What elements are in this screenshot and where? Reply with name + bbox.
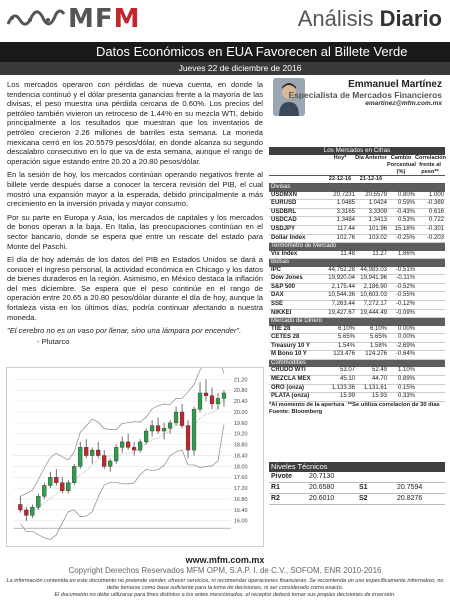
market-cell [415, 326, 445, 334]
candle-body [204, 393, 208, 396]
market-cell: 44,752.28 [328, 266, 355, 273]
market-cell: 5.65% [337, 334, 355, 341]
y-tick-label: 17.20 [233, 486, 248, 493]
author-name: Emmanuel Martínez [348, 79, 442, 90]
market-cell [415, 343, 445, 351]
candle-body [120, 442, 124, 447]
market-cell [415, 367, 445, 375]
market-cell: -0.09% [395, 309, 415, 316]
market-cell: 2,175.44 [331, 283, 355, 290]
levels-row-2: R2 20.6010 S2 20.8276 [269, 494, 445, 505]
market-cell: 15.18% [394, 225, 415, 232]
market-table [269, 147, 445, 416]
market-cell: 15.93 [371, 393, 387, 400]
market-cell: 15.99 [339, 393, 355, 400]
candle-body [222, 393, 226, 398]
market-cell: 45.10 [339, 375, 355, 382]
market-cell: Vix Index [271, 250, 298, 257]
candle-body [84, 447, 88, 455]
report-date: Jueves 22 de diciembre de 2016 [0, 62, 450, 75]
market-cell: 0.53% [397, 217, 415, 224]
market-cell: USDBRL [271, 208, 296, 215]
market-row [269, 275, 445, 284]
market-body [269, 184, 445, 402]
market-row [269, 301, 445, 310]
market-row [269, 200, 445, 209]
levels-row-pivot: Pivote 20.7130 [269, 472, 445, 483]
market-row [269, 393, 445, 402]
market-cell: 20.7231 [333, 191, 355, 198]
candle-body [66, 483, 70, 491]
market-cell: 0.00% [397, 325, 415, 332]
market-cell: ORO (onza) [271, 384, 304, 391]
market-row [269, 385, 445, 394]
market-section-header: Mercado de Dinero [269, 318, 445, 325]
y-tick-label: 16.40 [233, 507, 248, 514]
logo-text: MFM [68, 4, 141, 34]
market-row [269, 310, 445, 319]
market-cell: Dollar Index [271, 234, 306, 241]
market-cell: 1.86% [397, 250, 415, 257]
market-row [269, 376, 445, 385]
y-tick-label: 20.80 [233, 388, 248, 395]
market-cell: M Bono 10 Y [271, 351, 307, 358]
market-caption: Los Mercados en Cifras [269, 147, 445, 155]
market-cell: 6.10% [337, 325, 355, 332]
technical-levels [269, 462, 445, 505]
candle-body [60, 483, 64, 491]
market-cell: USDMXN [271, 191, 298, 198]
quote: "El cerebro no es un vaso por llenar, sino una lámpara por encender". [7, 326, 242, 336]
y-tick-label: 18.40 [233, 453, 248, 460]
candle-body [168, 423, 172, 428]
market-cell: -0.51% [395, 266, 415, 273]
candle-body [36, 496, 40, 507]
market-cell: 19,444.49 [360, 309, 387, 316]
logo-wave-icon [6, 8, 66, 30]
author-block [270, 79, 442, 107]
candle-body [114, 447, 118, 461]
market-cell: 102.76 [336, 234, 355, 241]
website-link[interactable]: www.mfm.com.mx [185, 555, 265, 565]
article-body [7, 80, 263, 350]
candle-body [96, 450, 100, 455]
candle-body [78, 447, 82, 466]
market-cell: S&P 500 [271, 283, 295, 290]
market-cell: 0.616 [428, 208, 444, 215]
market-cell: Treasury 10 Y [271, 342, 310, 349]
quote-author: - Plutarco [37, 336, 70, 346]
market-cell [415, 334, 445, 342]
market-header: Hoy* Día Anterior Cambio Porcentual (%) Correlación frente al peso** [269, 155, 445, 176]
author-email[interactable]: emartinez@mfm.com.mx [365, 100, 442, 107]
market-cell: 52.49 [371, 367, 387, 374]
candle-body [156, 426, 160, 431]
market-cell: EURUSD [271, 200, 297, 207]
y-tick-label: 19.20 [233, 431, 248, 438]
market-cell [415, 251, 445, 259]
author-role: Especialista de Mercados Financieros [288, 90, 442, 100]
market-cell [415, 376, 445, 384]
market-cell: 0.80% [397, 191, 415, 198]
candle-body [30, 507, 34, 515]
market-cell: 1.0485 [336, 200, 355, 207]
market-section-header: Termómetro de Mercado [269, 243, 445, 250]
y-tick-label: 16.80 [233, 497, 248, 504]
market-cell: 2,186.90 [363, 283, 387, 290]
market-cell: 0.89% [397, 375, 415, 382]
market-cell [415, 385, 445, 393]
candle-body [198, 393, 202, 409]
y-tick-label: 19.60 [233, 420, 248, 427]
market-cell: 0.59% [397, 200, 415, 207]
market-section-header: Divisas [269, 184, 445, 191]
market-cell: NIKKEI [271, 309, 292, 316]
market-cell: 0.15% [397, 384, 415, 391]
market-cell: -0.55% [395, 292, 415, 299]
market-cell: -0.301 [426, 225, 444, 232]
market-row [269, 334, 445, 343]
levels-caption: Niveles Técnicos [269, 462, 445, 472]
candle-body [144, 431, 148, 442]
candle-body [126, 442, 130, 447]
market-cell: 44.70 [371, 375, 387, 382]
market-cell: 1,131.61 [363, 384, 387, 391]
market-cell: -0.52% [395, 283, 415, 290]
y-tick-label: 20.00 [233, 409, 248, 416]
y-tick-label: 18.00 [233, 464, 248, 471]
market-cell: 11.48 [340, 250, 355, 257]
market-cell: DAX [271, 292, 284, 299]
candle-body [24, 510, 28, 515]
logo [6, 6, 141, 32]
market-cell: 1.000 [428, 191, 444, 198]
disclaimer: La información contenida en este documento no pretende vender, ofrecer servicios, ni recomendar operaciones financieras. Se recomienda un uso específicamente informativo, no debe tomarse como base suficiente para la toma de decisiones, ni ser considerado como exacto. El documento no debe utilizarse para fines distintos a los antes mencionados, el receptor deberá tomar sus propias decisiones de inversión. [6, 578, 444, 598]
candle-body [216, 398, 220, 403]
market-cell: 19,427.67 [328, 309, 355, 316]
header [0, 0, 450, 40]
market-cell: 103.02 [368, 234, 387, 241]
market-cell: 3.3309 [368, 208, 387, 215]
market-cell: CRUDO WTI [271, 367, 306, 374]
brand-title: Análisis Diario [297, 6, 442, 31]
candle-body [174, 412, 178, 423]
candle-body [42, 485, 46, 496]
market-cell: 53.07 [339, 367, 355, 374]
market-row [269, 284, 445, 293]
market-cell: CETES 28 [271, 334, 300, 341]
market-cell: SSE [271, 300, 284, 307]
market-cell: -0.43% [395, 208, 415, 215]
market-row [269, 343, 445, 352]
market-cell: 5.65% [369, 334, 387, 341]
market-section-header: Commodities [269, 360, 445, 367]
candle-body [72, 466, 76, 482]
market-row [269, 209, 445, 218]
market-dates: 22-12-16 21-12-16 [269, 176, 445, 184]
market-cell: 101.96 [368, 225, 387, 232]
candle-body [90, 450, 94, 455]
market-cell: 20.5579 [365, 191, 387, 198]
market-cell: 1.58% [369, 342, 387, 349]
usdmxn-candlestick-chart [6, 367, 264, 547]
market-cell: 1.3413 [368, 217, 387, 224]
paragraph-4: El día de hoy además de los datos del PIB en Estados Unidos se dará a conocer el ingreso personal, la actividad económica en Chicago y los datos de bienes duraderos en la región. Asimismo, en México destaca la inflación del mes diciembre. Se espera que el peso continúe en el rango de operación entre 20.65 a 20.80 pesos/dólar durante el día de hoy, aunque la fortaleza vista en los últimos días, podría continuar afectando a nuestra moneda. [7, 255, 263, 322]
market-row [269, 267, 445, 276]
market-cell: 11.27 [372, 250, 387, 257]
market-cell: 7,272.17 [363, 300, 387, 307]
candle-body [180, 412, 184, 426]
market-cell: -0.64% [395, 351, 415, 358]
market-row [269, 326, 445, 335]
market-cell [415, 310, 445, 318]
market-row [269, 217, 445, 226]
market-cell: USDJPY [271, 225, 296, 232]
market-row [269, 251, 445, 260]
market-section-header: Bolsas [269, 259, 445, 266]
paragraph-3: Por su parte en Europa y Asia, los mercados de capitales y los mercados de bonos operan a la baja. En Italia, las preocupaciones continúan en el sector bancario, donde se espera que entre un rescate del estado para Monte del Paschi. [7, 212, 263, 251]
market-cell: 0.00% [397, 334, 415, 341]
market-cell: 1,133.36 [331, 384, 355, 391]
candle-body [138, 442, 142, 450]
market-cell: -2.69% [395, 342, 415, 349]
market-cell: 19,920.04 [328, 275, 355, 282]
market-cell: 1.0424 [368, 200, 387, 207]
market-row [269, 292, 445, 301]
market-cell: 0.33% [397, 393, 415, 400]
market-cell: 19,941.96 [360, 275, 387, 282]
market-cell: -0.11% [396, 275, 415, 282]
market-cell: 0.722 [428, 217, 444, 224]
market-row [269, 235, 445, 244]
market-cell: 6.10% [369, 325, 387, 332]
candle-body [186, 426, 190, 450]
copyright: Copyright Derechos Reservados MFM OPM, S.A.P. I. de C.V., SOFOM, ENR 2010-2016 [68, 566, 382, 575]
levels-row-1: R1 20.6580 S1 20.7594 [269, 483, 445, 494]
candle-body [210, 396, 214, 404]
market-cell [415, 301, 445, 309]
market-cell: 44,983.03 [360, 266, 387, 273]
market-cell: 1.54% [337, 342, 355, 349]
market-cell: 7,263.44 [331, 300, 355, 307]
market-cell: Dow Jones [271, 275, 303, 282]
market-footnote: *Al momento de la apertura **Se utiliza correlacion de 30 días Fuente: Bloomberg [269, 401, 440, 415]
candle-body [48, 477, 52, 485]
candle-body [162, 428, 166, 431]
market-cell: -0.12% [395, 300, 415, 307]
market-row [269, 351, 445, 360]
market-cell: 124.276 [365, 351, 387, 358]
market-row [269, 367, 445, 376]
market-cell: MEZCLA MEX [271, 375, 311, 382]
market-row [269, 226, 445, 235]
y-tick-label: 16.00 [233, 518, 248, 525]
candle-body [132, 447, 136, 450]
market-cell: -0.389 [426, 200, 444, 207]
market-cell: 3.3165 [336, 208, 355, 215]
market-cell: 117.44 [337, 225, 355, 232]
paragraph-1: Los mercados operaron con pérdidas de nueva cuenta, en donde la tendencia continuó y el dólar presenta ganancias frente a la mayoría de las divisas, el peso muestra una pérdida cercana de 0.60%. Los precios del petróleo también vivieron un retroceso de 1.44% en su mezcla WTI, debido principalmente a los resultados que muestran que los inventarios de petróleo crecieron 2.26 millones de barriles esta semana. La moneda mexicana cerró en los 20.5579 pesos/dólar, en donde alcanza su segundo descalabro consecutivo en lo que va de esta semana, aunque el rango de operación sigue estando entre 20.20 a 20.80 pesos/dólar. [7, 80, 263, 166]
market-cell: 1.3484 [336, 217, 355, 224]
market-cell: -0.25% [395, 234, 415, 241]
market-cell: 123.476 [333, 351, 355, 358]
market-cell [415, 275, 445, 283]
market-cell: 10,544.36 [328, 292, 355, 299]
candle-body [192, 409, 196, 450]
candle-body [150, 426, 154, 431]
market-cell [415, 267, 445, 275]
paragraph-2: En la sesión de hoy, los mercados continúan operando negativos frente al billete verde después darse a conocer la tercera revisión del PIB, el cual mostró una expansión mayor a la esperada, debido principalmente a más crecimiento en la inversión privada y mayor consumo. [7, 170, 263, 209]
market-cell [415, 351, 445, 359]
market-cell [415, 393, 445, 401]
candle-body [18, 504, 22, 509]
market-cell: 10,603.03 [360, 292, 387, 299]
market-cell: PLATA (onza) [271, 393, 310, 400]
candle-body [54, 477, 58, 482]
market-cell: TIIE 28 [271, 325, 291, 332]
y-tick-label: 17.60 [233, 475, 248, 482]
market-cell [415, 284, 445, 292]
candle-body [102, 456, 106, 467]
y-tick-label: 20.40 [233, 399, 248, 406]
market-cell: USDCAD [271, 217, 297, 224]
page-title: Datos Económicos en EUA Favorecen al Billete Verde [0, 42, 450, 62]
market-cell: IPC [271, 266, 282, 273]
market-row [269, 192, 445, 201]
market-cell: -0.203 [426, 234, 444, 241]
y-tick-label: 21.20 [233, 377, 248, 384]
candle-body [108, 461, 112, 466]
market-cell [415, 292, 445, 300]
y-tick-label: 18.80 [233, 442, 248, 449]
market-cell: 1.10% [397, 367, 415, 374]
